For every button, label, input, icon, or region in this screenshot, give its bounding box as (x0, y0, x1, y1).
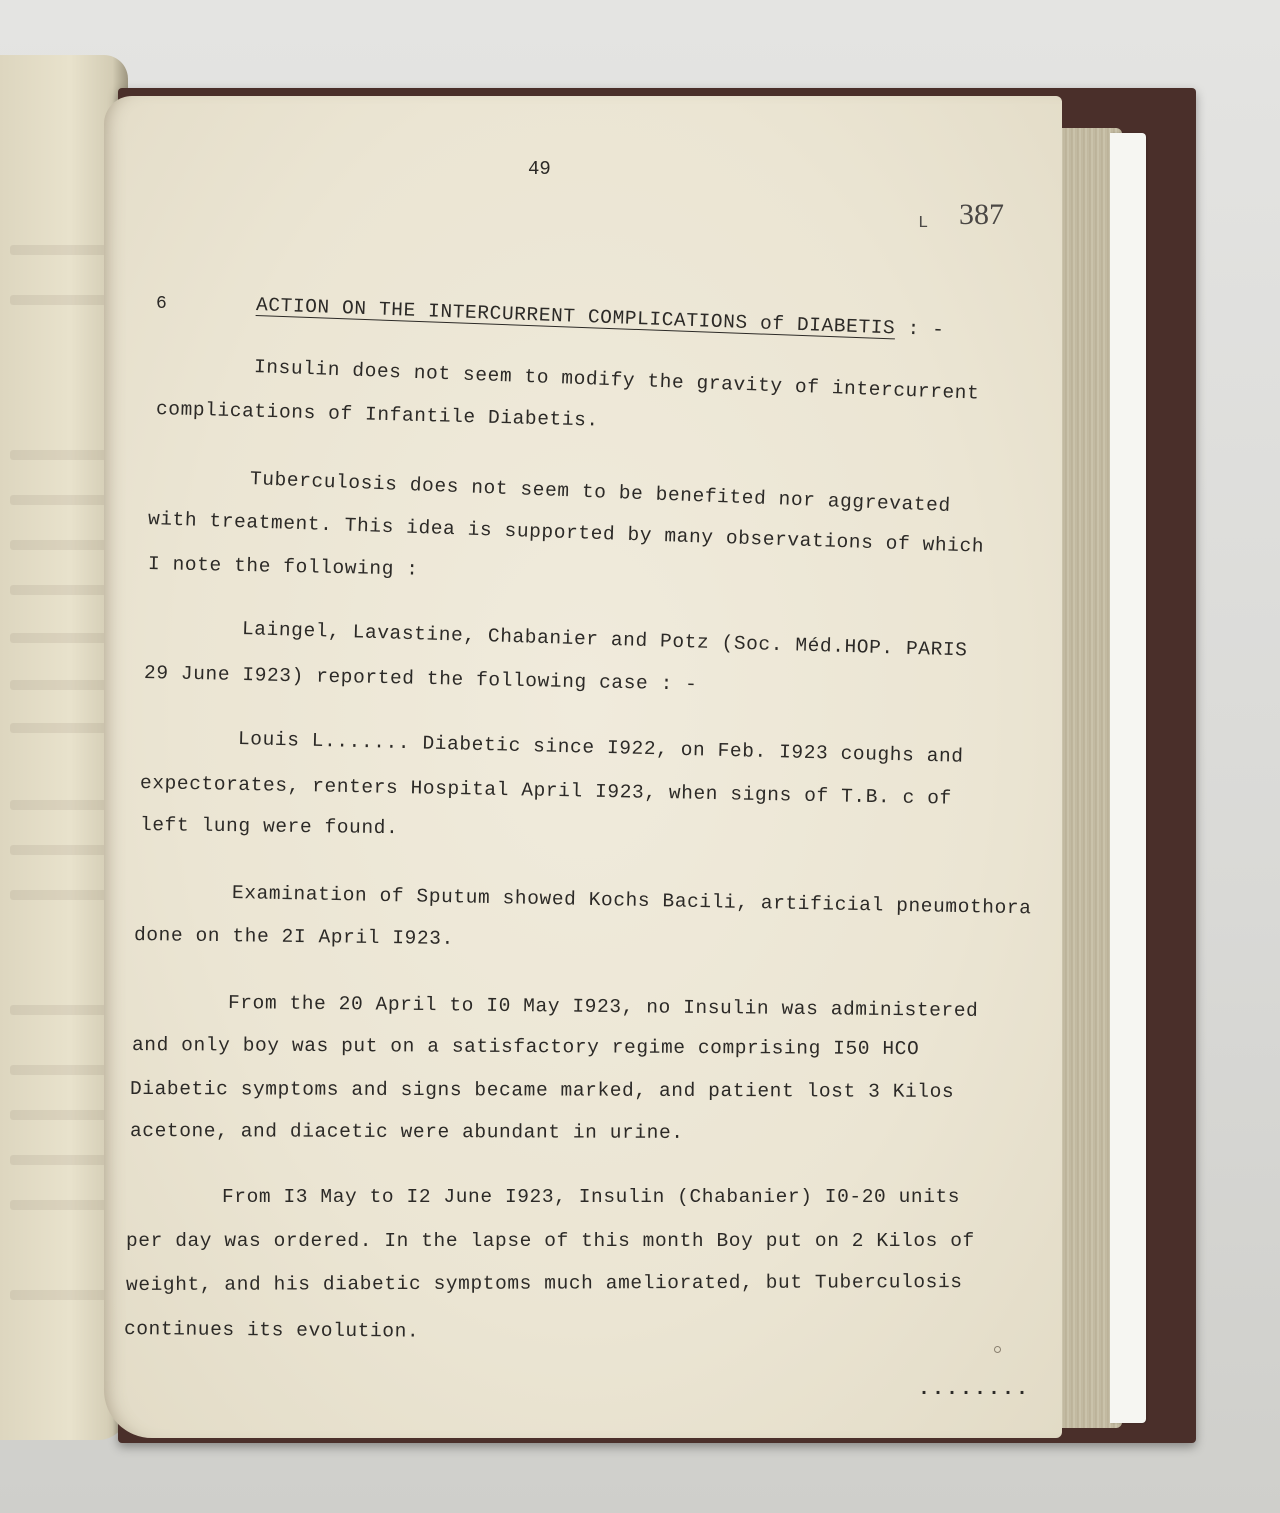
body-line: complications of Infantile Diabetis. (155, 398, 600, 432)
folio-mark: L (918, 214, 929, 233)
body-line: Diabetic symptoms and signs became marked, and patient lost 3 Kilos (129, 1078, 955, 1103)
body-line: I note the following : (147, 553, 419, 581)
document-page (104, 96, 1062, 1438)
body-line: Louis L....... Diabetic since I922, on Feb. I923 coughs and (237, 728, 964, 768)
section-heading (256, 294, 945, 341)
page-mark (994, 1346, 1001, 1353)
folio-number: 387 (959, 198, 1004, 231)
section-number: 6 (156, 294, 167, 314)
body-line: 29 June I923) reported the following case : - (143, 662, 698, 696)
body-line: Laingel, Lavastine, Chabanier and Potz (Soc. Méd.HOP. PARIS (241, 618, 968, 662)
loose-white-sheet (1110, 133, 1146, 1423)
body-line: with treatment. This idea is supported by many observations of which (147, 508, 985, 558)
body-line: From the 20 April to I0 May I923, no Insulin was administered (227, 992, 979, 1022)
body-line: weight, and his diabetic symptoms much ameliorated, but Tuberculosis (125, 1271, 963, 1296)
body-line: done on the 2I April I923. (133, 924, 454, 950)
body-line: Examination of Sputum showed Kochs Bacili, artificial pneumothora (231, 882, 1032, 920)
body-line: continues its evolution. (123, 1318, 420, 1343)
body-line: From I3 May to I2 June I923, Insulin (Chabanier) I0-20 units (222, 1186, 961, 1208)
continuation-dots: ........ (918, 1378, 1031, 1401)
body-line: acetone, and diacetic were abundant in urine. (129, 1120, 684, 1144)
body-line: per day was ordered. In the lapse of this month Boy put on 2 Kilos of (126, 1230, 975, 1252)
section-heading-suffix: : - (894, 317, 945, 342)
body-line: and only boy was put on a satisfactory regime comprising I50 HCO (131, 1034, 920, 1061)
body-line: expectorates, renters Hospital April I923, when signs of T.B. c of (139, 772, 952, 810)
body-line: left lung were found. (139, 814, 399, 840)
body-line: Tuberculosis does not seem to be benefited nor aggrevated (249, 468, 952, 517)
page-number: 49 (528, 158, 551, 180)
body-line: Insulin does not seem to modify the gravity of intercurrent (253, 356, 980, 405)
section-heading-text: ACTION ON THE INTERCURRENT COMPLICATIONS of DIABETIS (255, 294, 896, 340)
